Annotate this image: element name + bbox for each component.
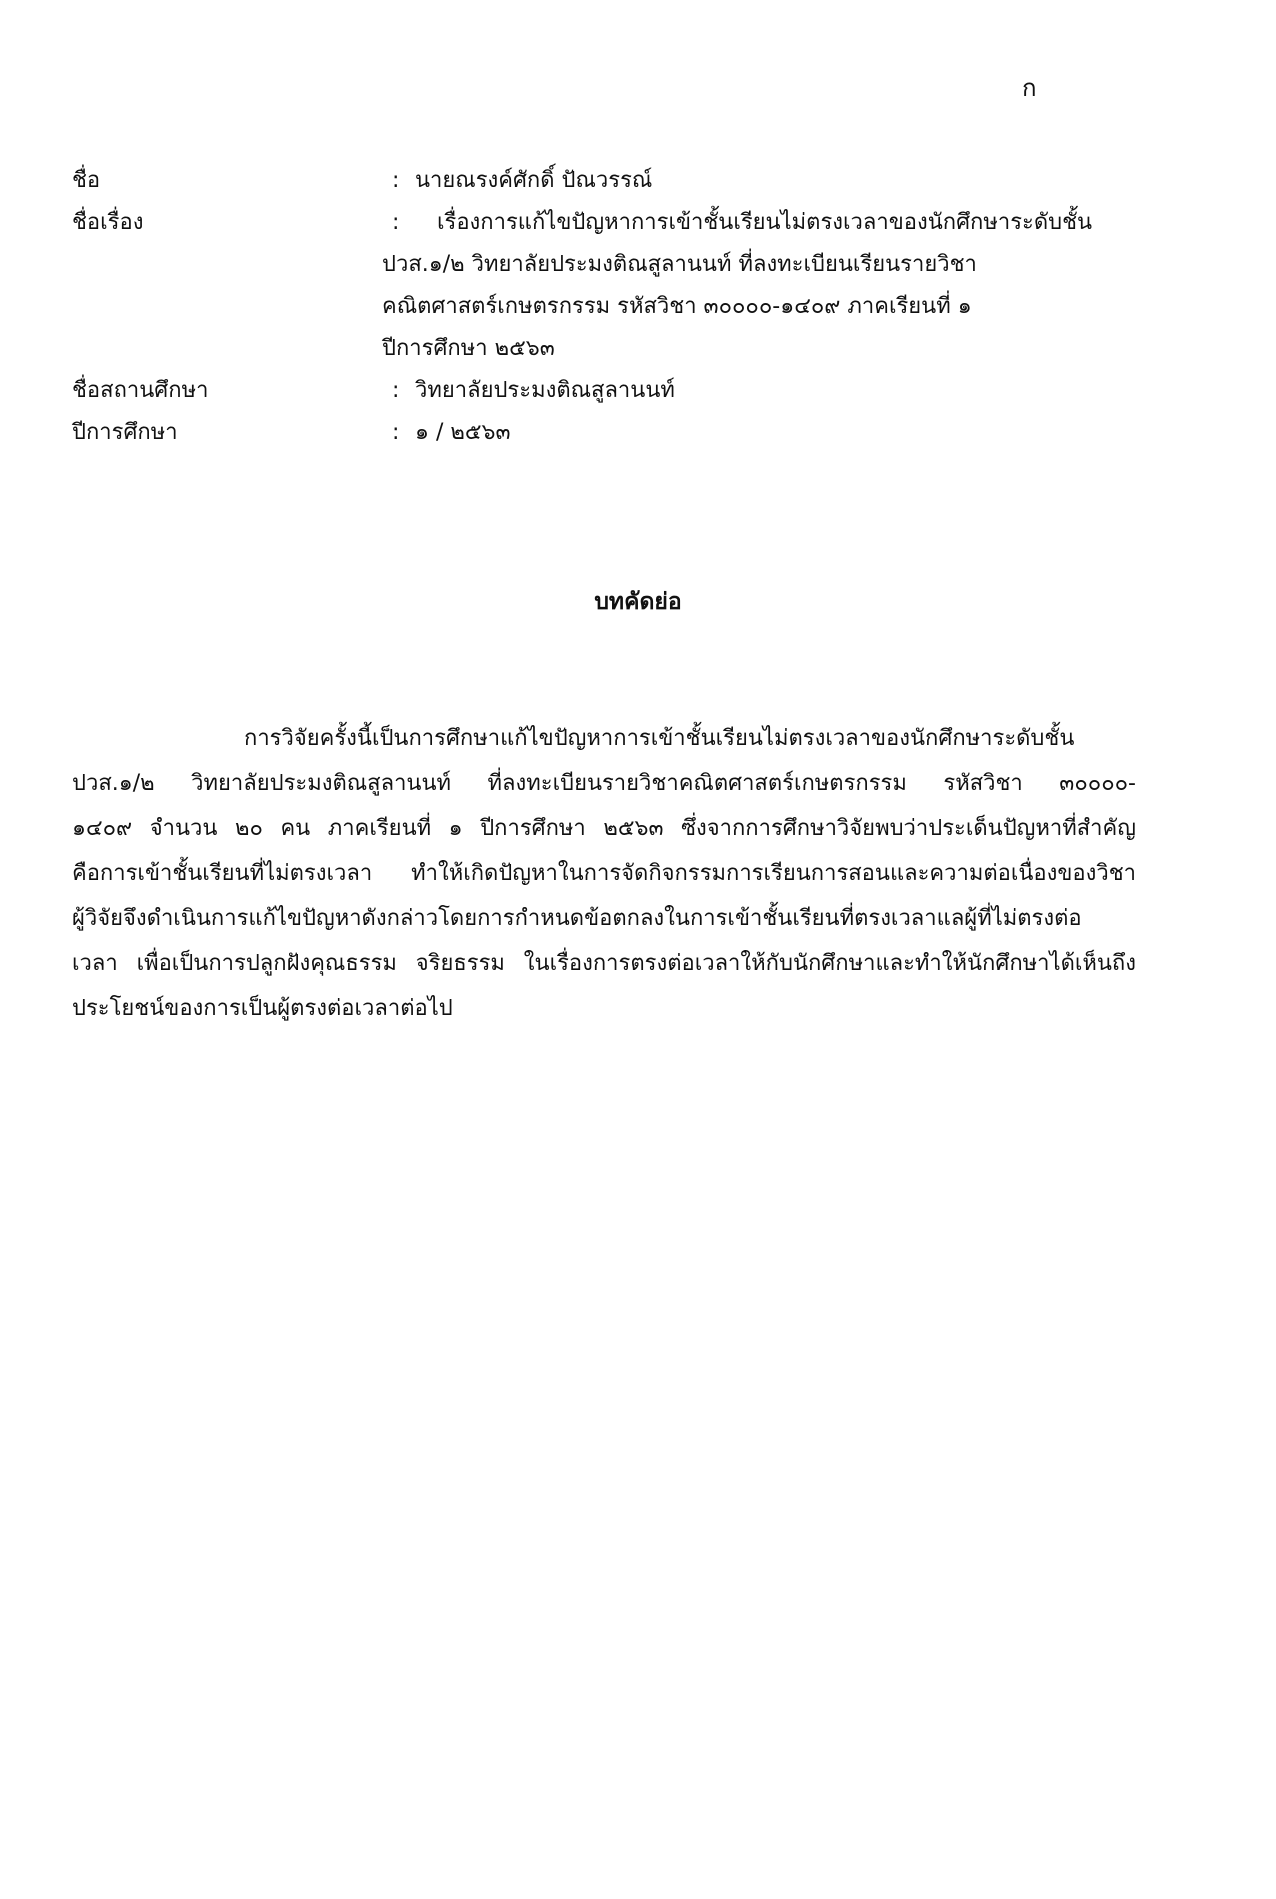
abstract-line: ๑๔๐๙ จำนวน ๒๐ คน ภาคเรียนที่ ๑ ปีการศึกษา ๒๕๖๓ ซึ่งจากการศึกษาวิจัยพบว่าประเด็นปัญหาที่สำคัญ <box>72 816 1136 841</box>
meta-label-academic-year: ปีการศึกษา <box>72 420 178 445</box>
page-number: ก <box>1022 74 1037 102</box>
meta-value-line: คณิตศาสตร์เกษตรกรรม รหัสวิชา ๓๐๐๐๐-๑๔๐๙ ภาคเรียนที่ ๑ <box>382 294 972 319</box>
meta-row-title <box>72 202 1192 370</box>
meta-label-institution: ชื่อสถานศึกษา <box>72 378 209 403</box>
abstract-line: คือการเข้าชั้นเรียนที่ไม่ตรงเวลา ทำให้เกิดปัญหาในการจัดกิจกรรมการเรียนการสอนและความต่อเนื่องของวิชา <box>72 861 1136 886</box>
abstract-line: การวิจัยครั้งนี้เป็นการศึกษาแก้ไขปัญหาการเข้าชั้นเรียนไม่ตรงเวลาของนักศึกษาระดับชั้น <box>244 726 1075 751</box>
meta-colon: : <box>392 210 400 235</box>
meta-value-line: ปวส.๑/๒ วิทยาลัยประมงติณสูลานนท์ ที่ลงทะเบียนเรียนรายวิชา <box>382 252 977 277</box>
meta-row-name <box>72 160 1192 202</box>
meta-colon: : <box>392 378 400 403</box>
meta-value-line: วิทยาลัยประมงติณสูลานนท์ <box>415 378 675 403</box>
meta-colon: : <box>392 420 400 445</box>
meta-label-title: ชื่อเรื่อง <box>72 210 144 235</box>
meta-value-line: ๑ / ๒๕๖๓ <box>415 420 511 445</box>
meta-value-title <box>382 202 1192 370</box>
abstract-line: ประโยชน์ของการเป็นผู้ตรงต่อเวลาต่อไป <box>72 996 453 1021</box>
meta-value-line: ปีการศึกษา ๒๕๖๓ <box>382 336 555 361</box>
metadata-block <box>72 160 1192 454</box>
meta-colon: : <box>392 168 400 193</box>
abstract-heading: บทคัดย่อ <box>594 589 682 615</box>
meta-value-academic-year <box>415 412 1192 454</box>
meta-value-line: เรื่องการแก้ไขปัญหาการเข้าชั้นเรียนไม่ตรงเวลาของนักศึกษาระดับชั้น <box>437 210 1093 235</box>
meta-value-line: นายณรงค์ศักดิ์ ปัณวรรณ์ <box>415 168 653 193</box>
meta-value-institution <box>415 370 1192 412</box>
meta-label-name: ชื่อ <box>72 168 101 193</box>
meta-value-name <box>415 160 1192 202</box>
abstract-line: ผู้วิจัยจึงดำเนินการแก้ไขปัญหาดังกล่าวโดยการกำหนดข้อตกลงในการเข้าชั้นเรียนที่ตรงเวลาแลผู้ที่ไม่ตรงต่อ <box>72 906 1082 931</box>
meta-row-institution <box>72 370 1192 412</box>
meta-row-academic-year <box>72 412 1192 454</box>
abstract-line: ปวส.๑/๒ วิทยาลัยประมงติณสูลานนท์ ที่ลงทะเบียนรายวิชาคณิตศาสตร์เกษตรกรรม รหัสวิชา ๓๐๐๐๐- <box>72 771 1136 796</box>
abstract-body <box>72 716 1136 1031</box>
abstract-line: เวลา เพื่อเป็นการปลูกฝังคุณธรรม จริยธรรม ในเรื่องการตรงต่อเวลาให้กับนักศึกษาและทำให้นักศึกษาได้เห็นถึง <box>72 951 1136 976</box>
